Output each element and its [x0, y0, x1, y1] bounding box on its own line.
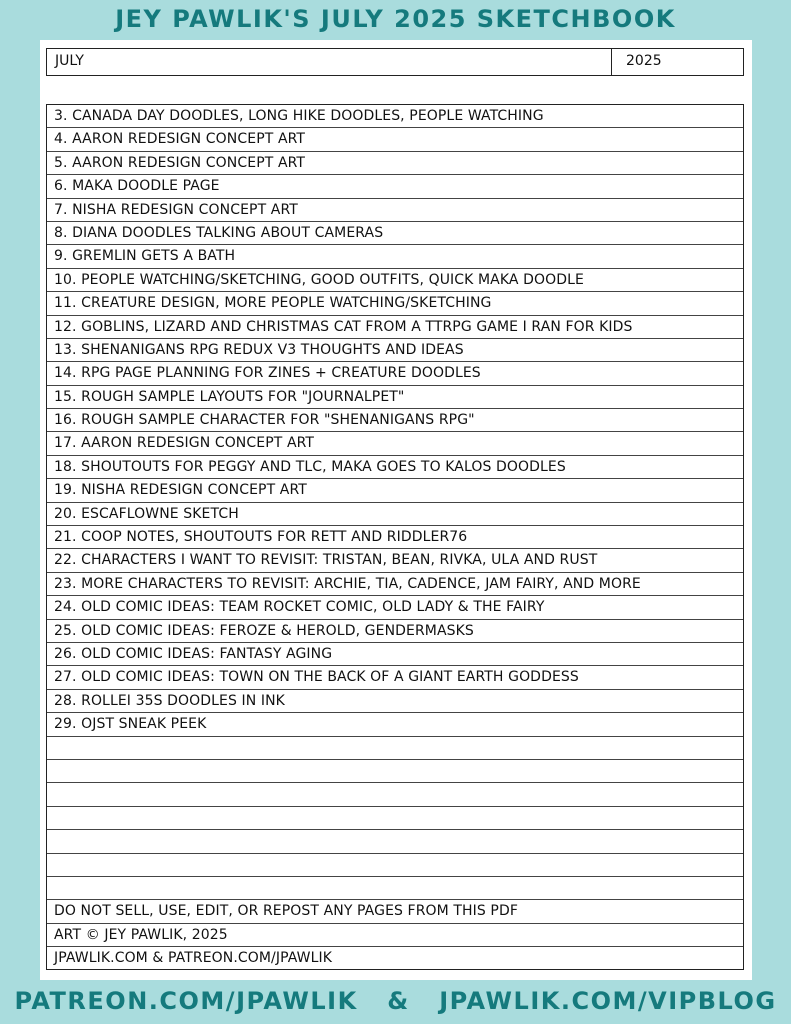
list-item: 8. DIANA DOODLES TALKING ABOUT CAMERAS — [47, 222, 743, 245]
list-item: 18. SHOUTOUTS FOR PEGGY AND TLC, MAKA GOES TO KALOS DOODLES — [47, 456, 743, 479]
list-item: 9. GREMLIN GETS A BATH — [47, 245, 743, 268]
list-item: 4. AARON REDESIGN CONCEPT ART — [47, 128, 743, 151]
list-item — [47, 877, 743, 900]
list-item: 11. CREATURE DESIGN, MORE PEOPLE WATCHING/SKETCHING — [47, 292, 743, 315]
footer-links[interactable]: PATREON.COM/JPAWLIK & JPAWLIK.COM/VIPBLOG — [14, 987, 777, 1015]
month-cell: JULY — [47, 49, 612, 75]
list-item: 19. NISHA REDESIGN CONCEPT ART — [47, 479, 743, 502]
list-item: DO NOT SELL, USE, EDIT, OR REPOST ANY PAGES FROM THIS PDF — [47, 900, 743, 923]
entry-list — [46, 104, 744, 970]
list-item: 26. OLD COMIC IDEAS: FANTASY AGING — [47, 643, 743, 666]
month-header — [46, 48, 744, 76]
list-item: 25. OLD COMIC IDEAS: FEROZE & HEROLD, GENDERMASKS — [47, 620, 743, 643]
list-item: 29. OJST SNEAK PEEK — [47, 713, 743, 736]
list-item: 12. GOBLINS, LIZARD AND CHRISTMAS CAT FROM A TTRPG GAME I RAN FOR KIDS — [47, 316, 743, 339]
list-item: 24. OLD COMIC IDEAS: TEAM ROCKET COMIC, OLD LADY & THE FAIRY — [47, 596, 743, 619]
year-cell: 2025 — [626, 53, 662, 69]
list-item: 13. SHENANIGANS RPG REDUX V3 THOUGHTS AND IDEAS — [47, 339, 743, 362]
list-item: JPAWLIK.COM & PATREON.COM/JPAWLIK — [47, 947, 743, 970]
list-item: 14. RPG PAGE PLANNING FOR ZINES + CREATURE DOODLES — [47, 362, 743, 385]
list-item: 16. ROUGH SAMPLE CHARACTER FOR "SHENANIGANS RPG" — [47, 409, 743, 432]
list-item: 21. COOP NOTES, SHOUTOUTS FOR RETT AND RIDDLER76 — [47, 526, 743, 549]
list-item: 23. MORE CHARACTERS TO REVISIT: ARCHIE, TIA, CADENCE, JAM FAIRY, AND MORE — [47, 573, 743, 596]
list-item — [47, 854, 743, 877]
list-item — [47, 760, 743, 783]
page-title: JEY PAWLIK'S JULY 2025 SKETCHBOOK — [115, 5, 676, 33]
list-item — [47, 783, 743, 806]
sketchbook-page — [40, 40, 752, 980]
list-item: 28. ROLLEI 35S DOODLES IN INK — [47, 690, 743, 713]
list-item: 3. CANADA DAY DOODLES, LONG HIKE DOODLES, PEOPLE WATCHING — [47, 105, 743, 128]
list-item — [47, 807, 743, 830]
list-item: 6. MAKA DOODLE PAGE — [47, 175, 743, 198]
list-item: 27. OLD COMIC IDEAS: TOWN ON THE BACK OF A GIANT EARTH GODDESS — [47, 666, 743, 689]
list-item — [47, 737, 743, 760]
list-item: 15. ROUGH SAMPLE LAYOUTS FOR "JOURNALPET" — [47, 386, 743, 409]
list-item: ART © JEY PAWLIK, 2025 — [47, 924, 743, 947]
list-item: 22. CHARACTERS I WANT TO REVISIT: TRISTAN, BEAN, RIVKA, ULA AND RUST — [47, 549, 743, 572]
list-item: 10. PEOPLE WATCHING/SKETCHING, GOOD OUTFITS, QUICK MAKA DOODLE — [47, 269, 743, 292]
list-item: 20. ESCAFLOWNE SKETCH — [47, 503, 743, 526]
list-item — [47, 830, 743, 853]
list-item: 17. AARON REDESIGN CONCEPT ART — [47, 432, 743, 455]
list-item: 7. NISHA REDESIGN CONCEPT ART — [47, 199, 743, 222]
list-item: 5. AARON REDESIGN CONCEPT ART — [47, 152, 743, 175]
